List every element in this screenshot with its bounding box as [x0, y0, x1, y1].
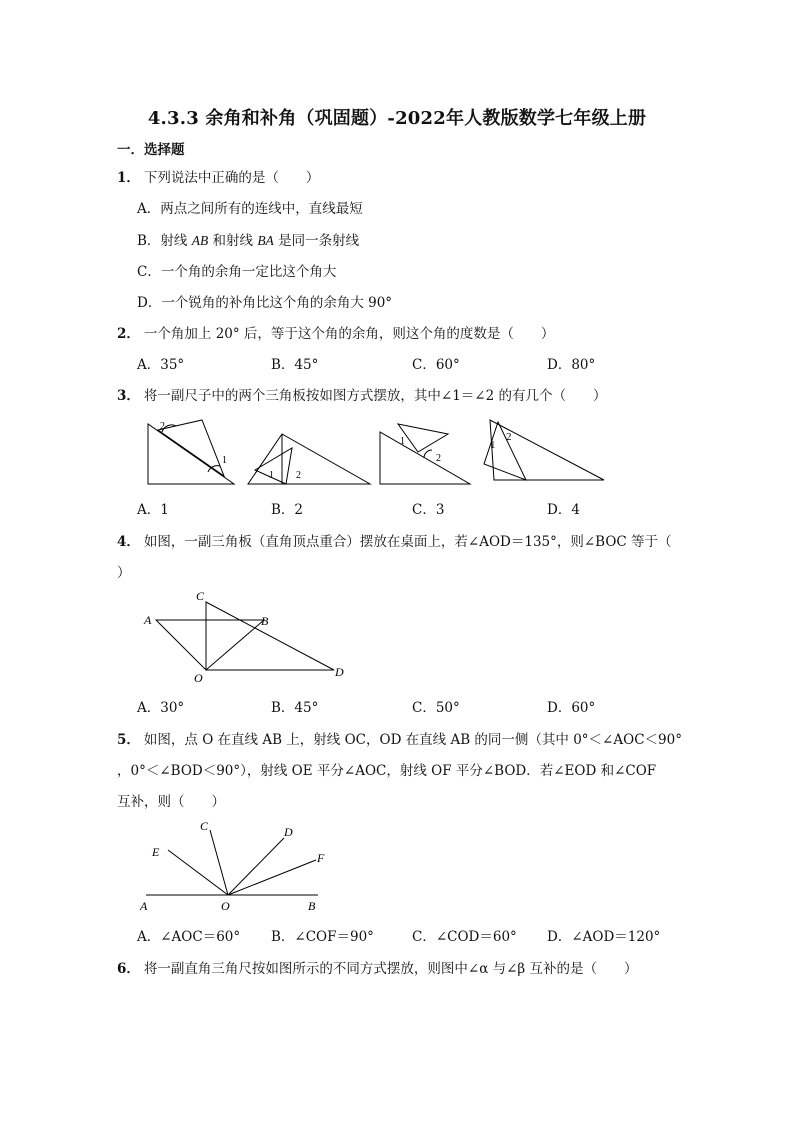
- q4-option-c: C．50°: [412, 700, 460, 716]
- angle-label: 2: [506, 431, 512, 443]
- question-stem: 将一副直角三角尺按如图所示的不同方式摆放，则图中∠α 与∠β 互补的是（ ）: [143, 961, 638, 977]
- angle-label: 2: [436, 453, 441, 464]
- angle-label: 1: [269, 470, 274, 481]
- q1-option-c: C．一个角的余角一定比这个角大: [137, 264, 337, 280]
- question-2: [117, 322, 554, 342]
- q4-options: [137, 696, 697, 716]
- q4-figure: [140, 586, 360, 690]
- angle-label: 1: [400, 436, 405, 447]
- question-5-line-2: ，0°＜∠BOD＜90°），射线 OE 平分∠AOC，射线 OF 平分∠BOD．若∠EOD 和∠COF: [117, 763, 657, 779]
- q5-option-c: C．∠COD＝60°: [412, 929, 517, 945]
- q4-option-b: B．45°: [271, 700, 319, 716]
- q3-option-b: B．2: [271, 502, 304, 518]
- question-stem: 如图，一副三角板（直角顶点重合）摆放在桌面上，若∠AOD＝135°，则∠BOC 等于（: [143, 534, 672, 550]
- q5-option-b: B．∠COF＝90°: [271, 929, 374, 945]
- question-stem: 一个角加上 20° 后，等于这个角的余角，则这个角的度数是（ ）: [143, 326, 555, 342]
- angle-label: 1: [222, 455, 227, 466]
- ray-name: AB: [191, 233, 209, 248]
- q2-option-b: B．45°: [271, 357, 319, 373]
- question-number: 6．: [117, 961, 140, 977]
- ray-name: BA: [257, 233, 274, 248]
- q5-option-a: A．∠AOC＝60°: [137, 929, 241, 945]
- question-5: [117, 728, 682, 748]
- q3-fig-3: [380, 424, 470, 484]
- q2-option-d: D．80°: [547, 357, 596, 373]
- angle-label: 2: [160, 421, 165, 432]
- question-number: 1．: [117, 170, 140, 186]
- point-label-a: A: [140, 899, 148, 913]
- q1-option-d: D．一个锐角的补角比这个角的余角大 90°: [137, 295, 393, 311]
- q1-option-b: [137, 229, 359, 249]
- point-label-b: B: [308, 899, 316, 913]
- q3-option-d: D．4: [547, 502, 580, 518]
- point-label-e: E: [152, 845, 160, 859]
- q2-options: [137, 353, 697, 373]
- q2-option-c: C．60°: [412, 357, 460, 373]
- q3-figure: [140, 414, 620, 490]
- question-stem: 将一副尺子中的两个三角板按如图方式摆放，其中∠1＝∠2 的有几个（ ）: [143, 388, 607, 404]
- question-5-line-3: 互补，则（ ）: [117, 794, 225, 810]
- question-number: 5．: [117, 732, 140, 748]
- page-title: 4.3.3 余角和补角（巩固题）-2022年人教版数学七年级上册: [147, 108, 647, 129]
- question-number: 2．: [117, 326, 140, 342]
- question-3: [117, 384, 607, 404]
- q3-options: [137, 498, 697, 518]
- question-6: [117, 957, 638, 977]
- point-label-c: C: [200, 819, 209, 833]
- point-label-d: D: [335, 665, 344, 679]
- point-label-b: B: [261, 614, 269, 628]
- q3-fig-2: [248, 434, 370, 484]
- question-number: 3．: [117, 388, 140, 404]
- q3-option-c: C．3: [412, 502, 445, 518]
- q5-option-d: D．∠AOD＝120°: [547, 929, 661, 945]
- q5-figure: [134, 816, 334, 914]
- q1-option-a: A．两点之间所有的连线中，直线最短: [137, 201, 363, 217]
- q4-option-a: A．30°: [137, 700, 185, 716]
- question-1: [117, 166, 319, 186]
- question-stem: 如图，点 O 在直线 AB 上，射线 OC，OD 在直线 AB 的同一侧（其中 0°＜∠AOC＜90°: [143, 732, 682, 748]
- point-label-o: O: [221, 899, 230, 913]
- point-label-d: D: [284, 825, 293, 839]
- question-number: 4．: [117, 534, 140, 550]
- q4-option-d: D．60°: [547, 700, 596, 716]
- option-text: 是同一条射线: [273, 233, 360, 249]
- point-label-f: F: [317, 851, 325, 865]
- q3-fig-1: [148, 420, 234, 484]
- section-heading: 一．选择题: [117, 142, 185, 158]
- q2-option-a: A．35°: [137, 357, 185, 373]
- point-label-o: O: [194, 671, 203, 685]
- point-label-c: C: [196, 589, 205, 603]
- point-label-a: A: [144, 613, 152, 627]
- angle-label: 1: [490, 439, 496, 451]
- q3-fig-4: [484, 420, 604, 480]
- question-stem: 下列说法中正确的是（ ）: [143, 170, 320, 186]
- q3-option-a: A．1: [137, 502, 169, 518]
- question-4: [117, 530, 672, 550]
- option-text: 和射线: [208, 233, 258, 249]
- question-4-cont: ）: [117, 565, 131, 581]
- option-text: B．射线: [137, 233, 192, 249]
- q5-options: [137, 925, 697, 945]
- angle-label: 2: [296, 470, 301, 481]
